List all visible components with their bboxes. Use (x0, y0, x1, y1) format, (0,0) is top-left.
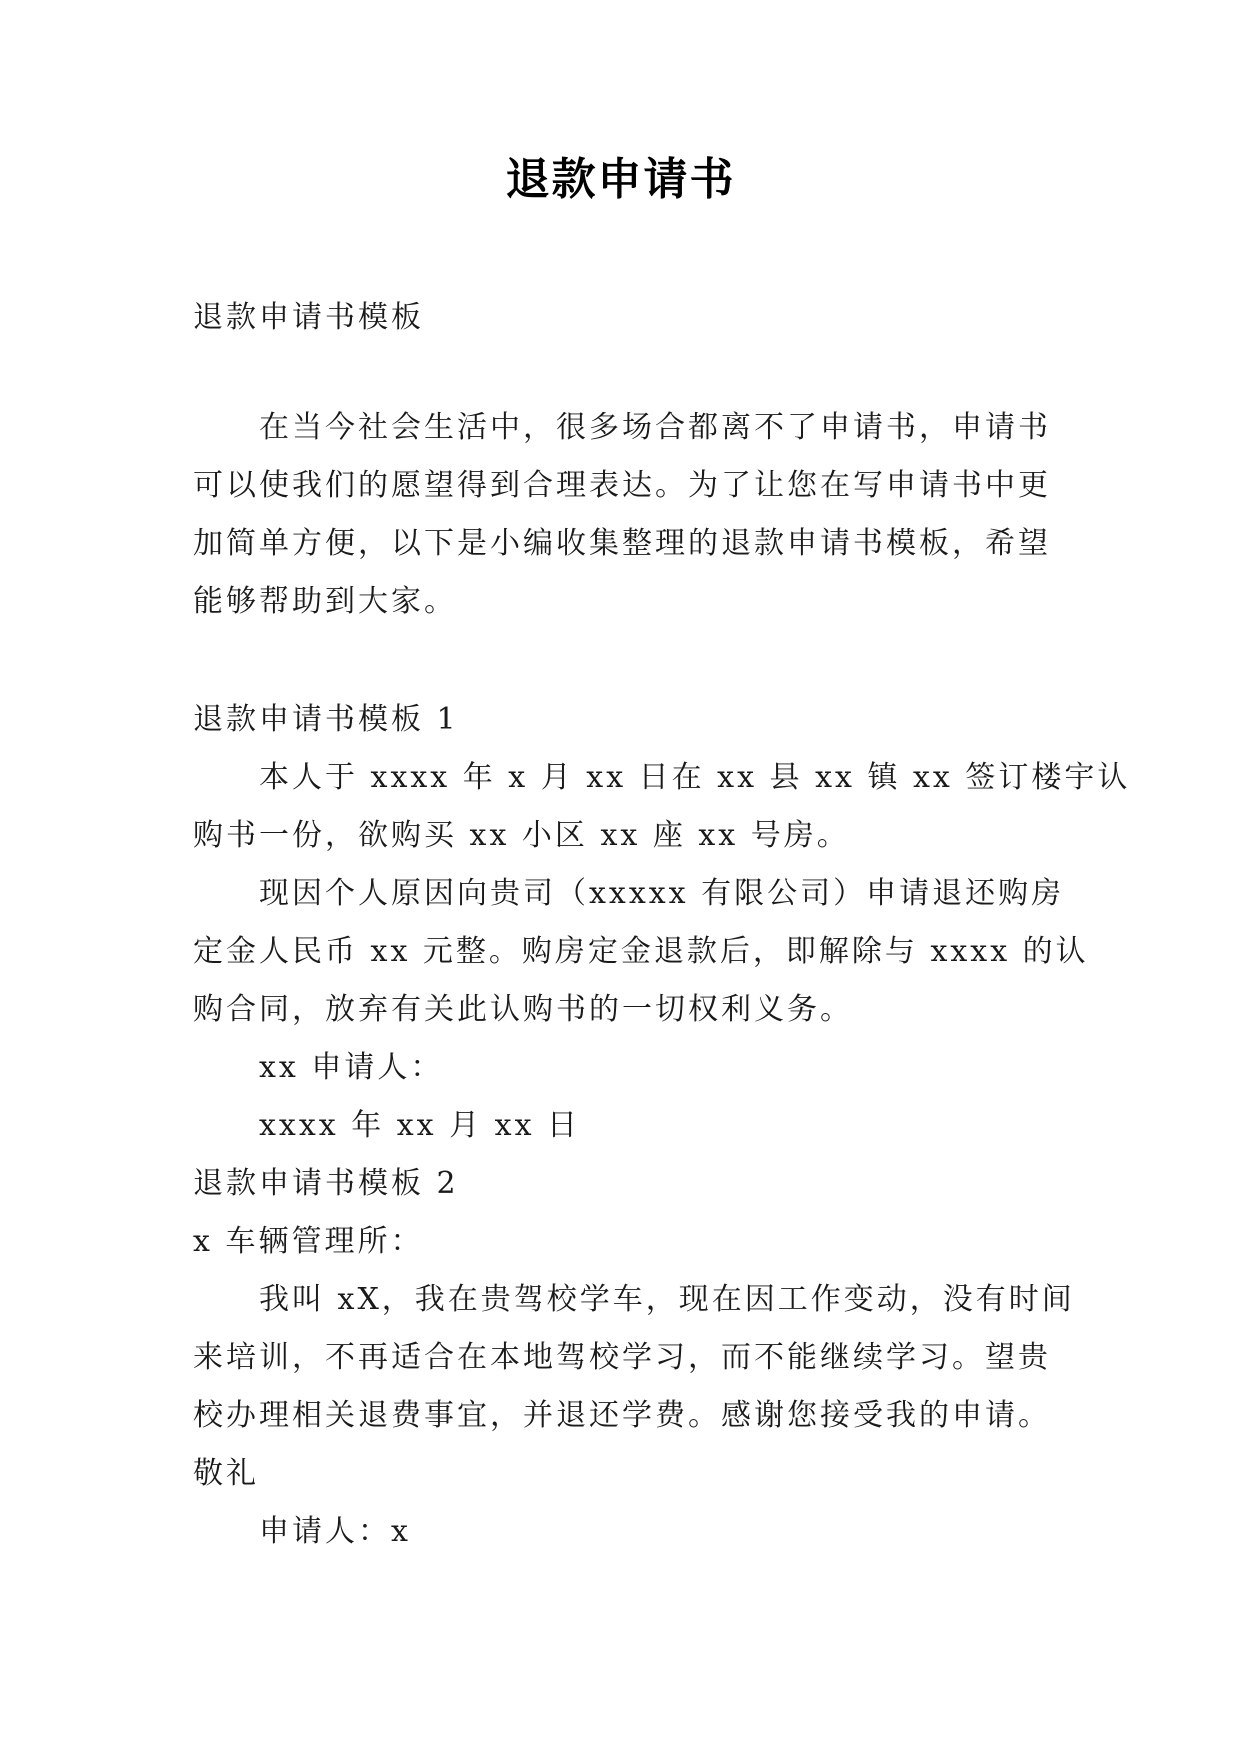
template-1-applicant: xx 申请人： (259, 1050, 444, 1085)
template-2-line-2: 来培训，不再适合在本地驾校学习，而不能继续学习。望贵 (193, 1340, 1051, 1375)
intro-line-3: 加简单方便，以下是小编收集整理的退款申请书模板，希望 (193, 526, 1051, 561)
template-1-line-3: 现因个人原因向贵司（xxxxx 有限公司）申请退还购房 (259, 876, 1065, 911)
template-1-heading: 退款申请书模板 1 (193, 702, 459, 737)
template-2-line-3: 校办理相关退费事宜，并退还学费。感谢您接受我的申请。 (193, 1398, 1051, 1433)
template-2-salutation: 敬礼 (193, 1456, 259, 1491)
template-2-recipient: x 车辆管理所： (193, 1224, 424, 1259)
template-1-line-5: 购合同，放弃有关此认购书的一切权利义务。 (193, 992, 853, 1027)
template-1-line-4: 定金人民币 xx 元整。购房定金退款后，即解除与 xxxx 的认 (193, 934, 1089, 969)
intro-line-4: 能够帮助到大家。 (193, 584, 457, 619)
template-1-line-1: 本人于 xxxx 年 x 月 xx 日在 xx 县 xx 镇 xx 签订楼宇认 (259, 760, 1131, 795)
intro-line-1: 在当今社会生活中，很多场合都离不了申请书，申请书 (259, 410, 1051, 445)
template-2-applicant: 申请人：x (259, 1514, 411, 1549)
subtitle-line: 退款申请书模板 (193, 300, 424, 335)
document-title: 退款申请书 (505, 154, 736, 205)
intro-line-2: 可以使我们的愿望得到合理表达。为了让您在写申请书中更 (193, 468, 1051, 503)
template-2-line-1: 我叫 xX，我在贵驾校学车，现在因工作变动，没有时间 (259, 1282, 1075, 1317)
template-2-heading: 退款申请书模板 2 (193, 1166, 459, 1201)
template-1-date: xxxx 年 xx 月 xx 日 (259, 1108, 581, 1143)
template-1-line-2: 购书一份，欲购买 xx 小区 xx 座 xx 号房。 (193, 818, 850, 853)
